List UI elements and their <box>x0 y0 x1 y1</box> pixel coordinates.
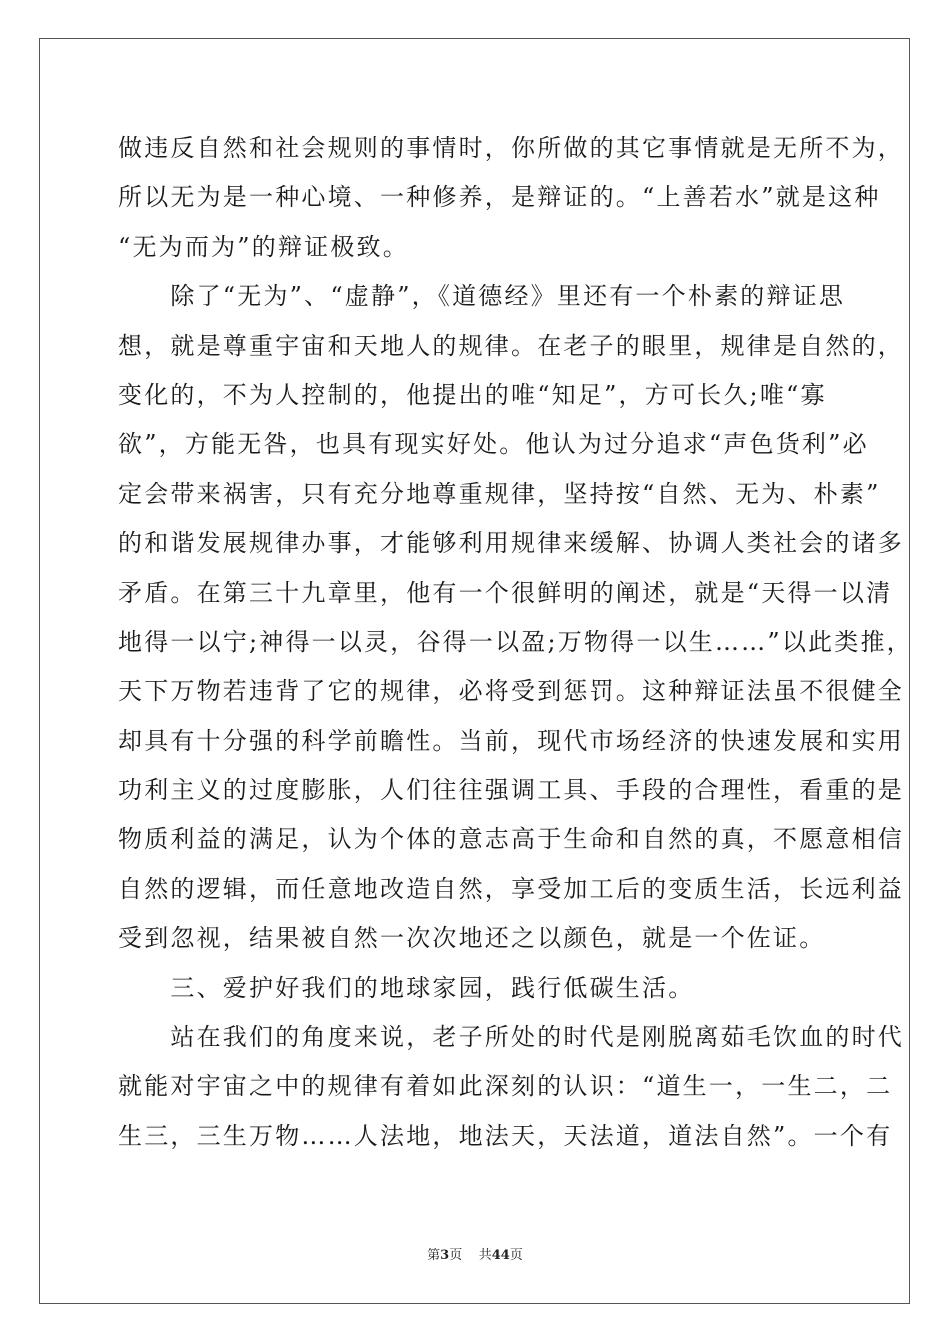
total-pages: 44 <box>491 1248 510 1263</box>
text-line: 做违反自然和社会规则的事情时，你所做的其它事情就是无所不为， <box>118 134 904 162</box>
text-line: 天下万物若违背了它的规律，必将受到惩罚。这种辩证法虽不很健全 <box>118 677 904 706</box>
text-line: 想，就是尊重宇宙和天地人的规律。在老子的眼里，规律是自然的， <box>118 331 904 360</box>
text-line: 矛盾。在第三十九章里，他有一个很鲜明的阐述，就是“天得一以清 <box>118 578 893 607</box>
page-number: 3 <box>440 1248 450 1263</box>
text-line: 功利主义的过度膨胀，人们往往强调工具、手段的合理性，看重的是 <box>118 776 904 805</box>
text-line: 物质利益的满足，认为个体的意志高于生命和自然的真，不愿意相信 <box>118 825 904 854</box>
text-line: 自然的逻辑，而任意地改造自然，享受加工后的变质生活，长远利益 <box>118 874 904 903</box>
text-line: 地得一以宁;神得一以灵，谷得一以盈;万物得一以生……”以此类推， <box>118 627 913 656</box>
text-line: 生三，三生万物……人法地，地法天，天法道，道法自然”。一个有 <box>118 1121 893 1150</box>
text-line: 却具有十分强的科学前瞻性。当前，现代市场经济的快速发展和实用 <box>118 726 904 755</box>
page-unit: 页 <box>449 1248 463 1263</box>
text-line: 站在我们的角度来说，老子所处的时代是刚脱离茹毛饮血的时代 <box>118 1023 904 1052</box>
document-body <box>118 124 913 1161</box>
text-line: 的和谐发展规律办事，才能够利用规律来缓解、协调人类社会的诸多 <box>118 529 904 558</box>
text-line: 欲”，方能无咎，也具有现实好处。他认为过分追求“声色货利”必 <box>118 430 869 459</box>
page-footer <box>0 1244 950 1263</box>
section-heading: 三、爱护好我们的地球家园，践行低碳生活。 <box>118 973 695 1002</box>
text-line: 变化的，不为人控制的，他提出的唯“知足”，方可长久;唯“寡 <box>118 380 827 409</box>
text-line: 就能对宇宙之中的规律有着如此深刻的认识：“道生一，一生二，二 <box>118 1072 893 1101</box>
page-prefix: 第 <box>427 1248 441 1263</box>
text-line: 所以无为是一种心境、一种修养，是辩证的。“上善若水”就是这种 <box>118 183 881 212</box>
total-unit: 页 <box>509 1248 523 1263</box>
text-line: 受到忽视，结果被自然一次次地还之以颜色，就是一个佐证。 <box>118 924 826 953</box>
text-line: 定会带来祸害，只有充分地尊重规律，坚持按“自然、无为、朴素” <box>118 479 881 508</box>
text-line: “无为而为”的辩证极致。 <box>118 232 409 261</box>
text-line: 除了“无为”、“虚静”，《道德经》里还有一个朴素的辩证思 <box>118 282 846 311</box>
total-prefix: 共 <box>478 1248 492 1263</box>
